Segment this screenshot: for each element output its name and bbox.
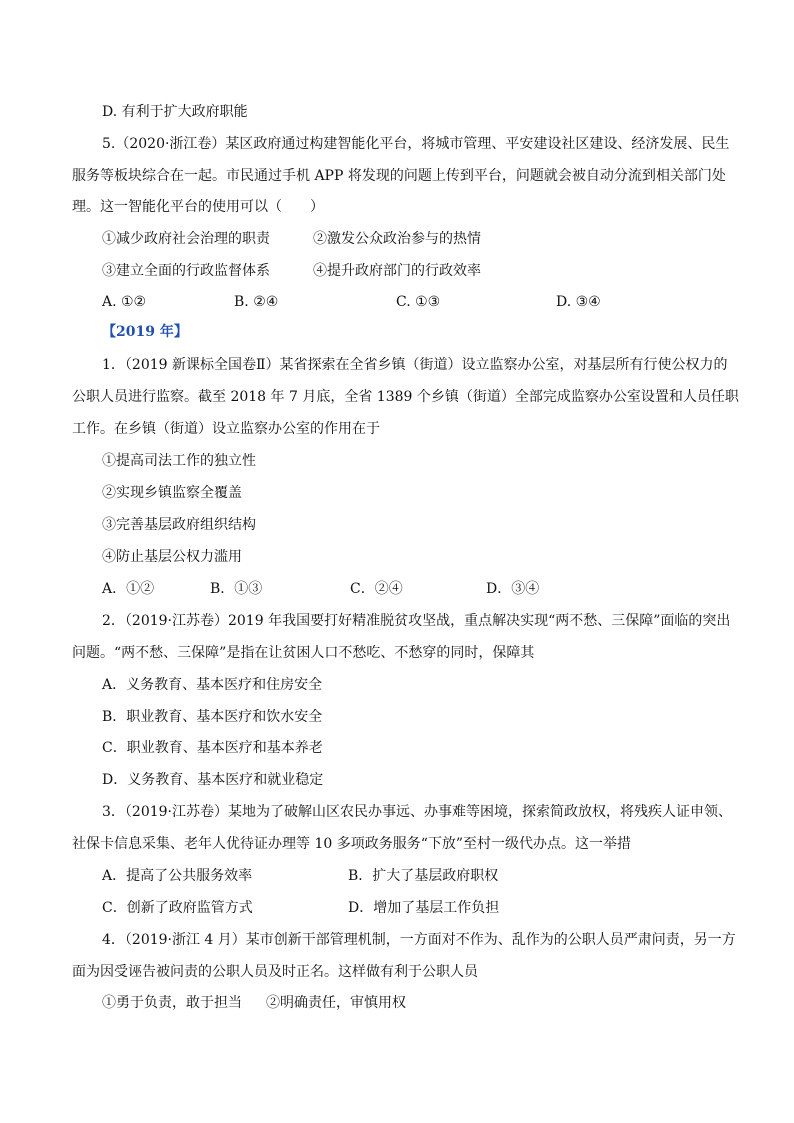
q5-stem-line-1: 5.（2020·浙江卷）某区政府通过构建智能化平台，将城市管理、平安建设社区建设、经济发展、民生	[102, 136, 730, 152]
q3-option-b[interactable]: B．扩大了基层政府职权	[348, 868, 499, 884]
q1-statement-2: ②实现乡镇监察全覆盖	[102, 485, 242, 501]
q1-option-c[interactable]: C．②④	[350, 581, 403, 597]
q5-stem-line-2: 服务等板块综合在一起。市民通过手机 APP 将发现的问题上传到平台，问题就会被自动分流到相关部门处	[72, 168, 726, 184]
q4-stem-line-2: 面为因受诬告被问责的公职人员及时正名。这样做有利于公职人员	[72, 964, 478, 980]
q5-stem-line-3: 理。这一智能化平台的使用可以（ ）	[72, 199, 324, 215]
q4-statement-2: ②明确责任，审慎用权	[266, 995, 406, 1011]
q4-stem-line-1: 4．（2019·浙江 4 月）某市创新干部管理机制，一方面对不作为、乱作为的公职人员严肃问责，另一方	[102, 932, 736, 948]
q1-stem-line-3: 工作。在乡镇（街道）设立监察办公室的作用在于	[72, 421, 380, 437]
q5-option-a[interactable]: A. ①②	[102, 294, 147, 310]
q2-option-d[interactable]: D．义务教育、基本医疗和就业稳定	[102, 772, 324, 788]
q1-statement-4: ④防止基层公权力滥用	[102, 549, 242, 565]
q5-option-d[interactable]: D. ③④	[556, 294, 601, 310]
q1-stem-line-2: 公职人员进行监察。截至 2018 年 7 月底，全省 1389 个乡镇（街道）全部完成监察办公室设置和人员任职	[72, 389, 739, 405]
q1-stem-line-1: 1．（2019 新课标全国卷Ⅱ）某省探索在全省乡镇（街道）设立监察办公室，对基层所有行使公权力的	[102, 357, 728, 373]
q5-statement-4: ④提升政府部门的行政效率	[313, 263, 481, 279]
q1-option-d[interactable]: D．③④	[486, 581, 540, 597]
q3-option-c[interactable]: C．创新了政府监管方式	[102, 900, 253, 916]
section-heading-2019: 【2019 年】	[102, 324, 188, 340]
q5-statement-2: ②激发公众政治参与的热情	[313, 231, 481, 247]
q2-stem-line-2: 问题。“两不愁、三保障”是指在让贫困人口不愁吃、不愁穿的同时，保障其	[72, 645, 535, 661]
q5-statement-1: ①减少政府社会治理的职责	[102, 231, 270, 247]
q5-option-b[interactable]: B. ②④	[234, 294, 279, 310]
q1-option-b[interactable]: B．①③	[210, 581, 263, 597]
q5-option-c[interactable]: C. ①③	[396, 294, 441, 310]
q3-option-d[interactable]: D．增加了基层工作负担	[348, 900, 500, 916]
q1-statement-1: ①提高司法工作的独立性	[102, 453, 256, 469]
q1-statement-3: ③完善基层政府组织结构	[102, 517, 256, 533]
q3-option-a[interactable]: A．提高了公共服务效率	[102, 868, 253, 884]
prev-option-d: D. 有利于扩大政府职能	[102, 104, 248, 120]
q2-option-a[interactable]: A．义务教育、基本医疗和住房安全	[102, 677, 323, 693]
q3-stem-line-2: 社保卡信息采集、老年人优待证办理等 10 多项政务服务“下放”至村一级代办点。这一举措	[72, 836, 632, 852]
q5-statement-3: ③建立全面的行政监督体系	[102, 263, 270, 279]
q3-stem-line-1: 3．（2019·江苏卷）某地为了破解山区农民办事远、办事难等困境，探索简政放权，将残疾人证申领、	[102, 804, 732, 820]
q4-statement-1: ①勇于负责，敢于担当	[102, 995, 242, 1011]
q1-option-a[interactable]: A．①②	[102, 581, 155, 597]
q2-stem-line-1: 2．（2019·江苏卷）2019 年我国要打好精准脱贫攻坚战，重点解决实现“两不愁、三保障”面临的突出	[102, 613, 731, 629]
q2-option-c[interactable]: C．职业教育、基本医疗和基本养老	[102, 740, 323, 756]
q2-option-b[interactable]: B．职业教育、基本医疗和饮水安全	[102, 709, 323, 725]
